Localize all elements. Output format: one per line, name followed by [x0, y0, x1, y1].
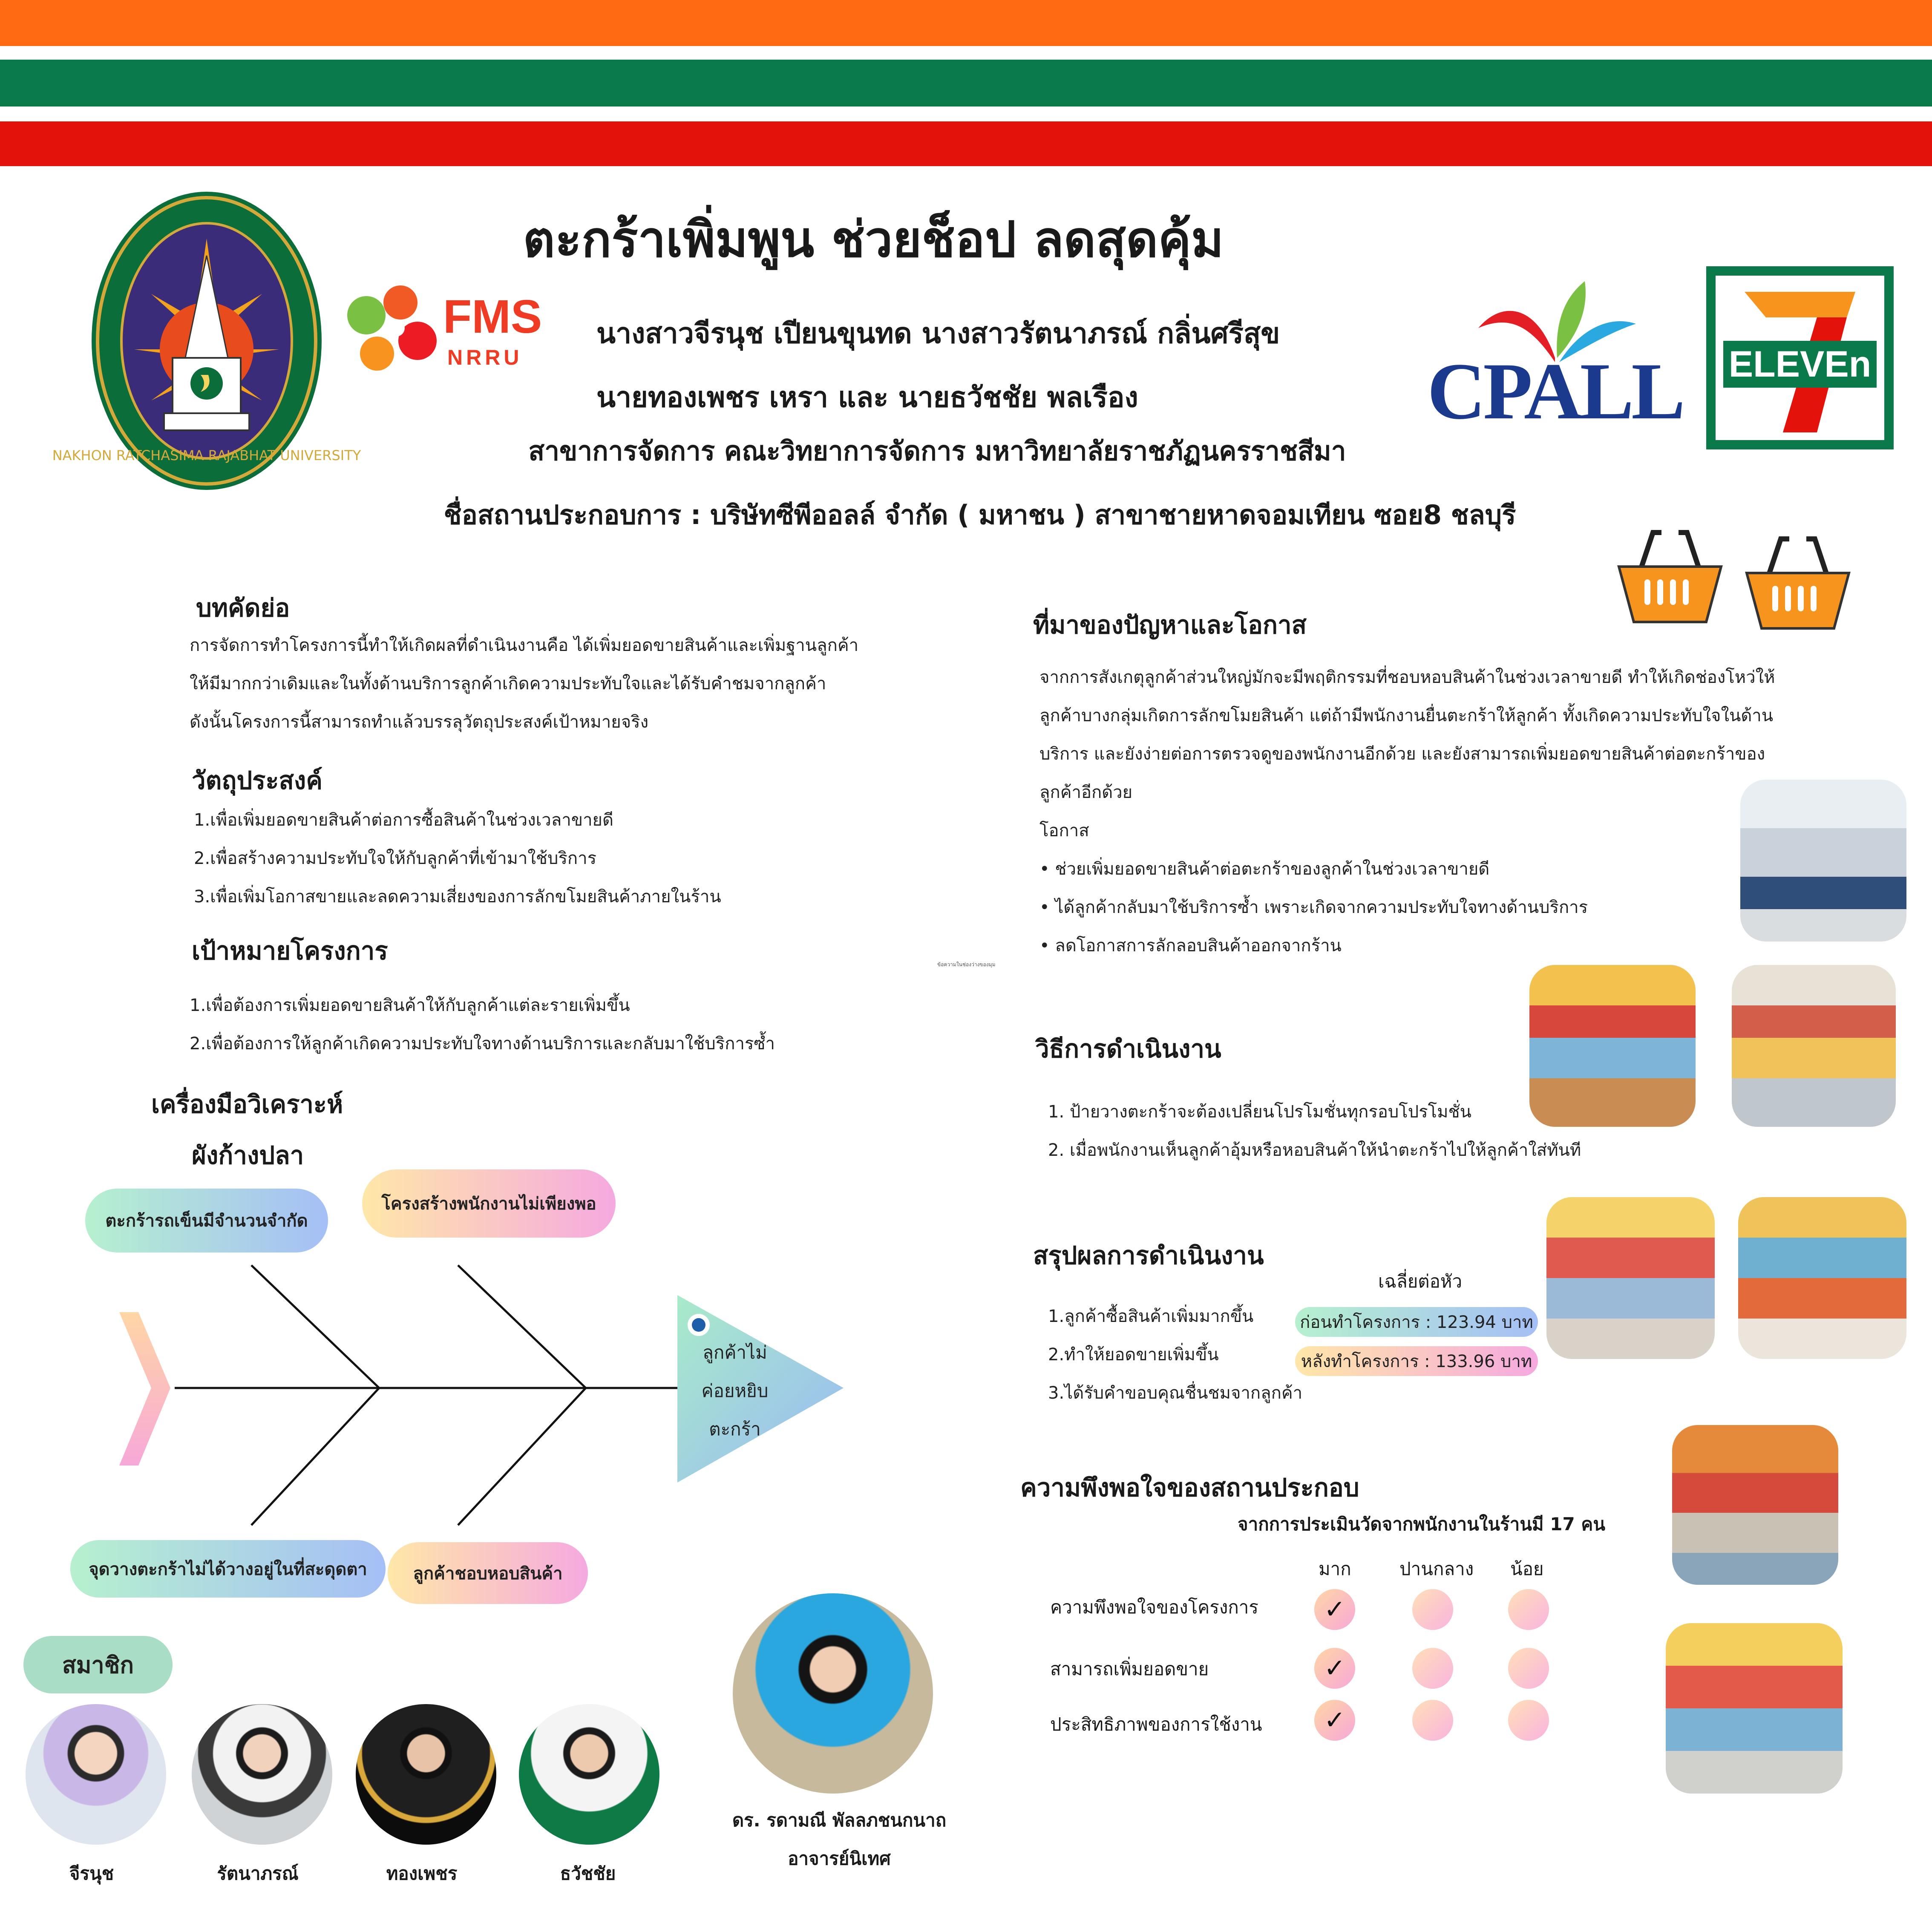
opportunity-item: • ได้ลูกค้ากลับมาใช้บริการซ้ำ เพราะเกิดจากความประทับใจทางด้านบริการ [1039, 898, 1588, 917]
cause-customer-carries: ลูกค้าชอบหอบสินค้า [388, 1542, 588, 1604]
members-heading: สมาชิก [23, 1636, 173, 1693]
rating-dot [1412, 1700, 1453, 1741]
row-label: ประสิทธิภาพของการใช้งาน [1050, 1714, 1262, 1735]
check-icon: ✓ [1314, 1589, 1355, 1630]
goal-item: 2.เพื่อต้องการให้ลูกค้าเกิดความประทับใจทางด้านบริการและกลับมาใช้บริการซ้ำ [190, 1034, 775, 1054]
method-item: 2. เมื่อพนักงานเห็นลูกค้าอุ้มหรือหอบสินค้าให้นำตะกร้าไปให้ลูกค้าใส่ทันที [1048, 1140, 1581, 1160]
store-photo-6 [1672, 1425, 1838, 1585]
abstract-heading: บทคัดย่อ [196, 593, 290, 622]
row-label: ความพึงพอใจของโครงการ [1050, 1597, 1258, 1618]
fish-effect-label [677, 1333, 792, 1448]
cpall-logo [1427, 273, 1683, 443]
objectives-heading: วัตถุประสงค์ [192, 766, 322, 795]
member-photo-4 [519, 1704, 659, 1845]
fms-text: FMS [443, 291, 542, 343]
page-title: ตะกร้าเพิ่มพูน ช่วยช็อป ลดสุดคุ้ม [523, 211, 1224, 268]
goals-list [190, 986, 999, 1063]
store-photo-3 [1732, 965, 1896, 1127]
store-photo-1 [1740, 780, 1906, 942]
tiny-note: ข้อความในช่องว่างของมุม [937, 962, 996, 967]
store-photo-5 [1738, 1197, 1906, 1359]
effect-line: ค่อยหยิบ [701, 1380, 769, 1401]
member-photo-3 [356, 1704, 496, 1845]
satisfaction-heading: ความพึงพอใจของสถานประกอบ [1020, 1473, 1359, 1502]
fishbone-heading: ผังก้างปลา [192, 1141, 304, 1170]
store-photo-4 [1546, 1197, 1715, 1359]
results-before-badge: ก่อนทำโครงการ : 123.94 บาท [1295, 1307, 1538, 1337]
authors-line-1: นางสาวจีรนุช เปียนขุนทด นางสาวรัตนาภรณ์ กลิ่นศรีสุข [596, 317, 1280, 350]
member-photo-1 [26, 1704, 166, 1845]
member-name-4: ธวัชชัย [560, 1863, 616, 1884]
goals-heading: เป้าหมายโครงการ [192, 936, 388, 965]
result-item: 3.ได้รับคำขอบคุณชื่นชมจากลูกค้า [1048, 1383, 1303, 1403]
abstract-line: ดังนั้นโครงการนี้สามารถทำแล้วบรรลุวัตถุประสงค์เป้าหมายจริง [190, 712, 649, 732]
goal-item: 1.เพื่อต้องการเพิ่มยอดขายสินค้าให้กับลูกค้าแต่ละรายเพิ่มขึ้น [190, 996, 630, 1015]
objectives-list [194, 801, 1003, 916]
effect-line: ลูกค้าไม่ [703, 1342, 767, 1363]
cpall-text: CPALL [1427, 347, 1683, 436]
method-heading: วิธีการดำเนินงาน [1035, 1034, 1221, 1063]
authors-line-2: นายทองเพชร เหรา และ นายธวัชชัย พลเรือง [596, 381, 1138, 414]
seven-eleven-logo [1706, 266, 1894, 449]
opportunity-item: • ลดโอกาสการลักลอบสินค้าออกจากร้าน [1039, 936, 1342, 956]
member-name-2: รัตนาภรณ์ [217, 1863, 299, 1884]
university-ring-text: NAKHON RATCHASIMA RAJABHAT UNIVERSITY [52, 447, 361, 464]
problem-body [1039, 658, 1806, 965]
member-name-1: จีรนุช [69, 1863, 114, 1884]
fms-subtext: NRRU [447, 346, 523, 369]
university-logo [52, 187, 361, 494]
opportunity-item: • ช่วยเพิ่มยอดขายสินค้าต่อตะกร้าของลูกค้าในช่วงเวลาขายดี [1039, 859, 1490, 879]
opportunity-label: โอกาส [1039, 821, 1089, 841]
advisor-name: ดร. รดามณี พัลลภชนกนาถ [732, 1810, 947, 1831]
department: สาขาการจัดการ คณะวิทยาการจัดการ มหาวิทยาลัยราชภัฏนครราชสีมา [528, 435, 1346, 466]
seven-eleven-text: ELEVEn [1723, 341, 1877, 388]
stripe-orange [0, 0, 1932, 46]
basket-icon-1 [1615, 528, 1725, 626]
abstract-line: ให้มีมากกว่าเดิมและในทั้งด้านบริการลูกค้าเกิดความประทับใจและได้รับคำชมจากลูกค้า [190, 674, 826, 694]
workplace: ชื่อสถานประกอบการ : บริษัทซีพีออลล์ จำกัด ( มหาชน ) สาขาชายหาดจอมเทียน ซอย8 ชลบุรี [443, 499, 1516, 530]
problem-line: จากการสังเกตุลูกค้าส่วนใหญ่มักจะมีพฤติกรรมที่ชอบหอบสินค้าในช่วงเวลาขายดี ทำให้เกิดช่องโหว่ให้ [1039, 668, 1775, 687]
check-icon: ✓ [1314, 1648, 1355, 1689]
column-high: มาก [1319, 1558, 1351, 1579]
store-photo-7 [1666, 1623, 1843, 1794]
results-heading: สรุปผลการดำเนินงาน [1033, 1241, 1264, 1270]
rating-dot [1508, 1589, 1549, 1630]
rating-dot [1412, 1589, 1453, 1630]
problem-line: บริการ และยังง่ายต่อการตรวจดูของพนักงานอีกด้วย และยังสามารถเพิ่มยอดขายสินค้าต่อตะกร้าของ [1039, 744, 1765, 764]
member-name-3: ทองเพชร [386, 1863, 458, 1884]
advisor-photo [733, 1593, 933, 1794]
check-icon: ✓ [1314, 1700, 1355, 1741]
tools-heading: เครื่องมือวิเคราะห์ [151, 1090, 343, 1119]
problem-line: ลูกค้าอีกด้วย [1039, 783, 1133, 802]
rating-dot [1412, 1648, 1453, 1689]
column-low: น้อย [1510, 1558, 1544, 1579]
problem-heading: ที่มาของปัญหาและโอกาส [1033, 610, 1307, 639]
advisor-role: อาจารย์นิเทศ [788, 1848, 891, 1869]
cause-basket-limited: ตะกร้ารถเข็นมีจำนวนจำกัด [85, 1189, 328, 1252]
objective-item: 3.เพื่อเพิ่มโอกาสขายและลดความเสี่ยงของการลักขโมยสินค้าภายในร้าน [194, 887, 721, 907]
objective-item: 2.เพื่อสร้างความประทับใจให้กับลูกค้าที่เข้ามาใช้บริการ [194, 849, 597, 868]
abstract-body [190, 626, 999, 741]
basket-icon-2 [1742, 535, 1853, 633]
result-item: 2.ทำให้ยอดขายเพิ่มขึ้น [1048, 1345, 1219, 1365]
problem-line: ลูกค้าบางกลุ่มเกิดการลักขโมยสินค้า แต่ถ้ามีพนักงานยื่นตะกร้าให้ลูกค้า ทั้งเกิดความประทับใจในด้าน [1039, 706, 1774, 726]
results-after-badge: หลังทำโครงการ : 133.96 บาท [1295, 1346, 1538, 1376]
satisfaction-subtitle: จากการประเมินวัดจากพนักงานในร้านมี 17 คน [1238, 1514, 1606, 1535]
effect-line: ตะกร้า [709, 1419, 761, 1440]
method-item: 1. ป้ายวางตะกร้าจะต้องเปลี่ยนโปรโมชั่นทุกรอบโปรโมชั่น [1048, 1102, 1471, 1122]
column-medium: ปานกลาง [1399, 1558, 1474, 1579]
rating-dot [1508, 1648, 1549, 1689]
rating-dot [1508, 1700, 1549, 1741]
row-label: สามารถเพิ่มยอดขาย [1050, 1658, 1209, 1679]
stripe-red [0, 121, 1932, 166]
objective-item: 1.เพื่อเพิ่มยอดขายสินค้าต่อการซื้อสินค้าในช่วงเวลาขายดี [194, 810, 613, 830]
results-avg-label: เฉลี่ยต่อหัว [1378, 1271, 1463, 1292]
abstract-line: การจัดการทำโครงการนี้ทำให้เกิดผลที่ดำเนินงานคือ ได้เพิ่มยอดขายสินค้าและเพิ่มฐานลูกค้า [190, 636, 859, 655]
cause-basket-placement: จุดวางตะกร้าไม่ได้วางอยู่ในที่สะดุดตา [70, 1540, 386, 1598]
fms-logo [337, 273, 558, 379]
stripe-green [0, 60, 1932, 107]
result-item: 1.ลูกค้าซื้อสินค้าเพิ่มมากขึ้น [1048, 1307, 1254, 1326]
member-photo-2 [192, 1704, 332, 1845]
cause-staff-shortage: โครงสร้างพนักงานไม่เพียงพอ [362, 1169, 616, 1238]
store-photo-2 [1529, 965, 1696, 1127]
